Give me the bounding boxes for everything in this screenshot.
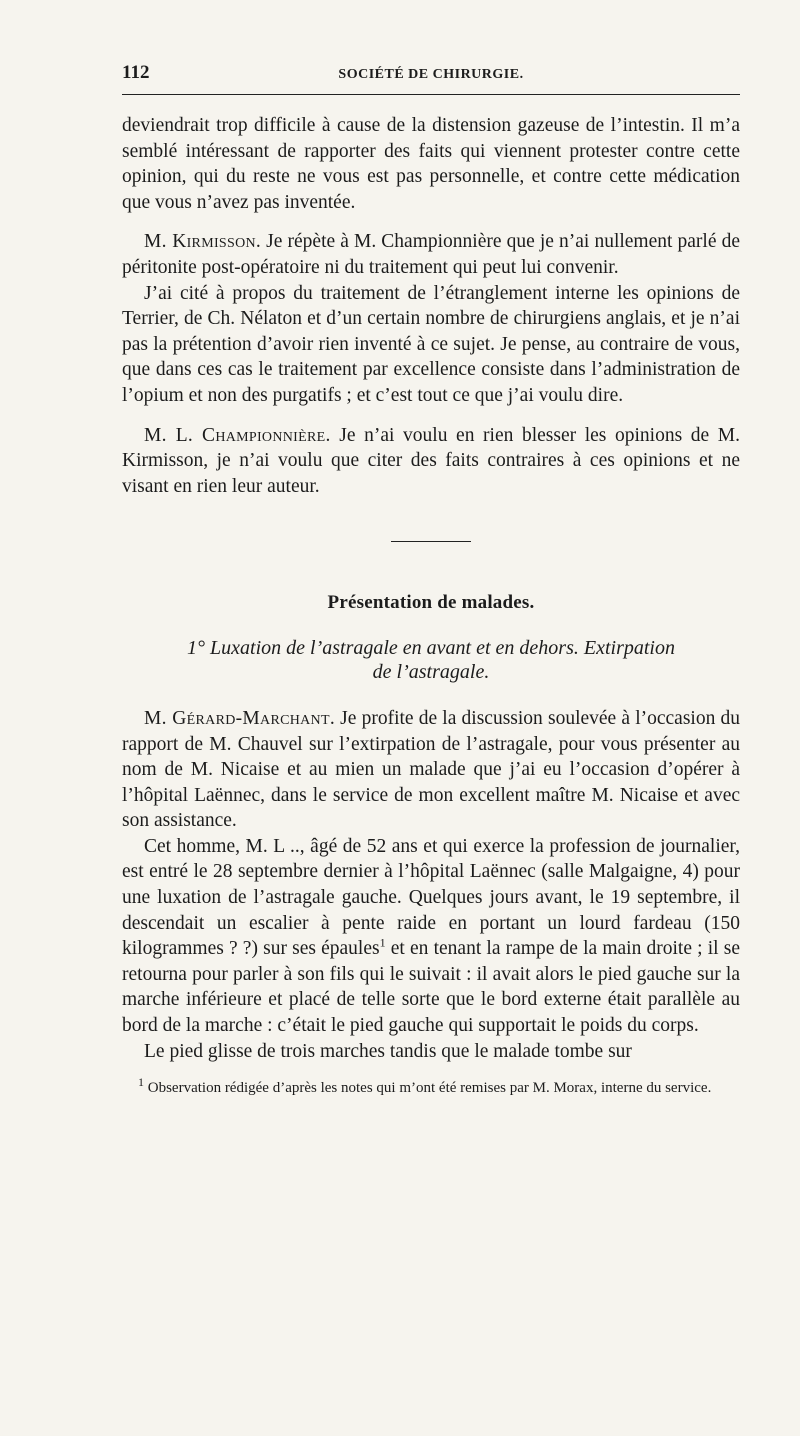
speaker-name: M. Kirmisson. bbox=[144, 231, 262, 253]
footnote bbox=[122, 1075, 740, 1098]
paragraph-text: et en tenant la rampe de la main droite ; il se retourna pour parler à son fils qui le suivait : il avait alors le pied gauche sur la marche inférieure et placé de telle sorte que le bord externe était parallèle au bord de la marche : c’était le pied gauche qui supportait le poids du corps. bbox=[122, 938, 740, 1037]
paragraph-text: Cet homme, M. L .., âgé de 52 ans et qui exerce la profession de journalier, est entré le 28 septembre dernier à l’hôpital Laënnec (salle Malgaigne, 4) pour une luxation de l’astragale gauche. Quelques jours avant, le 19 septembre, il descendait un escalier à pente raide en portant un lourd fardeau (150 kilogrammes ? ?) sur ses épaules bbox=[122, 835, 740, 960]
paragraph bbox=[122, 229, 740, 280]
page-number: 112 bbox=[122, 62, 150, 83]
paragraph-text: Je profite de la discussion soulevée à l’occasion du rapport de M. Chauvel sur l’extirpation de l’astragale, pour vous présenter au nom de M. Nicaise et au mien un malade que j’ai eu l’occasion d’opérer à l’hôpital Laënnec, dans le service de mon excellent maître M. Nicaise et avec son assistance. bbox=[122, 707, 740, 832]
paragraph bbox=[122, 706, 740, 834]
body-text bbox=[122, 113, 740, 1098]
subtitle-line: de l’astragale. bbox=[372, 660, 490, 683]
paragraph-text: Je répète à M. Championnière que je n’ai nullement parlé de péritonite post-opératoire ni du traitement qui peut lui convenir. bbox=[122, 231, 740, 278]
section-divider bbox=[391, 541, 471, 542]
page-header bbox=[122, 62, 740, 95]
paragraph: deviendrait trop difficile à cause de la distension gazeuse de l’intestin. Il m’a semblé intéressant de rapporter des faits qui viennent protester contre cette opinion, qui du reste ne vous est pas personnelle, et contre cette médication que vous n’avez pas inventée. bbox=[122, 115, 740, 213]
speaker-name: M. L. Championnière. bbox=[144, 424, 331, 446]
footnotes bbox=[122, 1075, 740, 1098]
paragraph bbox=[122, 834, 740, 1039]
running-head: SOCIÉTÉ DE CHIRURGIE. bbox=[338, 67, 524, 82]
footnote-reference[interactable]: 1 bbox=[379, 935, 386, 950]
subsection-title bbox=[122, 636, 740, 684]
page bbox=[122, 62, 740, 1098]
footnote-text: Observation rédigée d’après les notes qui m’ont été remises par M. Morax, interne du service. bbox=[144, 1080, 712, 1097]
paragraph bbox=[122, 423, 740, 500]
paragraph: Le pied glisse de trois marches tandis que le malade tombe sur bbox=[144, 1040, 632, 1062]
paragraph: J’ai cité à propos du traitement de l’étranglement interne les opinions de Terrier, de Ch. Nélaton et d’un certain nombre de chirurgiens anglais, et je n’ai pas la prétention d’avoir rien inventé à ce sujet. Je pense, au contraire de vous, que dans ces cas le traitement par excellence consiste dans l’administration de l’opium et non des purgatifs ; et c’est tout ce que j’ai voulu dire. bbox=[122, 282, 740, 406]
speaker-name: M. Gérard-Marchant. bbox=[144, 707, 335, 729]
section-title: Présentation de malades. bbox=[327, 592, 535, 614]
paragraph-text: Je n’ai voulu en rien blesser les opinions de M. Kirmisson, je n’ai voulu que citer des faits contraires à ces opinions et ne visant en rien leur auteur. bbox=[122, 424, 740, 497]
subtitle-line: 1° Luxation de l’astragale en avant et en dehors. Extirpation bbox=[187, 636, 675, 659]
footnote-mark: 1 bbox=[138, 1075, 144, 1090]
